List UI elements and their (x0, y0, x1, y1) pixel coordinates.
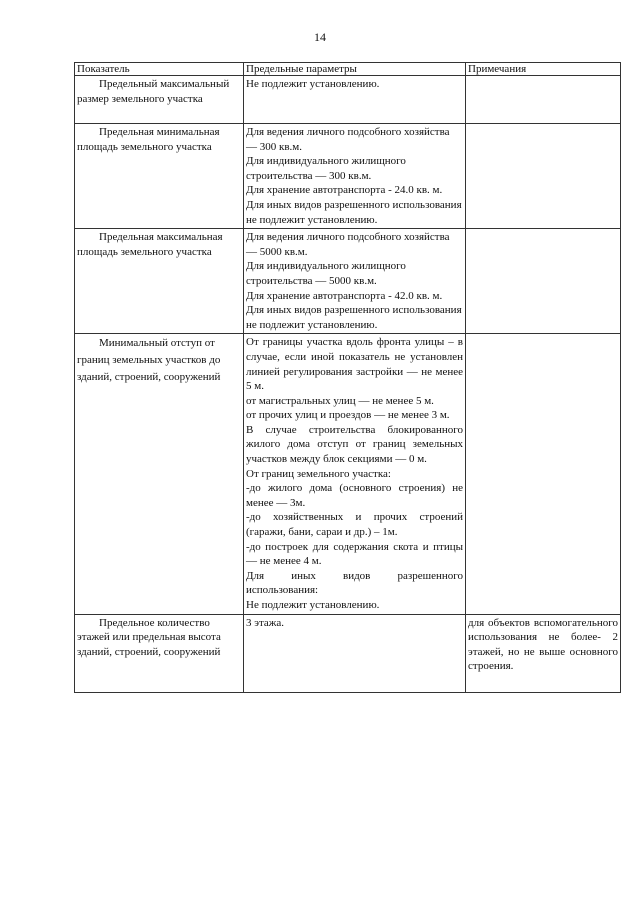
indicator-cell: Предельное количество этажей или предельная высота зданий, строений, сооружений (75, 614, 244, 692)
notes-cell: для объектов вспомогательного использования не более- 2 этажей, но не выше основного строения. (466, 614, 621, 692)
param-line: Для ведения личного подсобного хозяйства — 300 кв.м. (246, 126, 450, 153)
param-line: Для ведения личного подсобного хозяйства — 5000 кв.м. (246, 231, 450, 258)
param-line: от прочих улиц и проездов — не менее 3 м. (246, 409, 450, 422)
param-line: Для индивидуального жилищного строительства — 5000 кв.м. (246, 260, 406, 287)
notes-cell (466, 76, 621, 124)
param-line: Для хранение автотранспорта - 24.0 кв. м. (246, 184, 443, 197)
params-cell (244, 334, 466, 614)
param-line: От границ земельного участка: (246, 467, 391, 480)
param-line: Для иных видов разрешенного использования не подлежит установлению. (246, 304, 462, 331)
indicator-cell: Минимальный отступ от границ земельных участков до зданий, строений, сооружений (75, 334, 244, 614)
param-line: В случае строительства блокированного жилого дома отступ от границ земельных участков между блок секциями — 0 м. (246, 423, 463, 466)
notes-cell (466, 334, 621, 614)
table-row (75, 614, 621, 692)
param-line: 3 этажа. (246, 616, 285, 629)
table-header-row (75, 63, 621, 76)
header-parameters: Предельные параметры (244, 63, 466, 76)
param-line: От границы участка вдоль фронта улицы – в случае, если иной показатель не установлен линией регулирования застройки — не менее 5 м. (246, 336, 463, 393)
param-line: -до построек для содержания скота и птицы — не менее 4 м. (246, 540, 463, 568)
param-line: Не подлежит установлению. (246, 78, 380, 90)
params-cell (244, 76, 466, 124)
header-indicator: Показатель (75, 63, 244, 76)
header-notes: Примечания (466, 63, 621, 76)
parameters-table (74, 62, 621, 693)
param-line: -до хозяйственных и прочих строений (гаражи, бани, сараи и др.) – 1м. (246, 511, 463, 539)
param-line: -до жилого дома (основного строения) не менее — 3м. (246, 482, 463, 509)
param-line: Для хранение автотранспорта - 42.0 кв. м. (246, 289, 443, 302)
param-line: Для иных видов разрешенного использования не подлежит установлению. (246, 198, 462, 226)
table-row (75, 124, 621, 229)
param-line: Для иных видов разрешенного использования: (246, 569, 463, 597)
table-row (75, 229, 621, 334)
param-line: Не подлежит установлению. (246, 599, 380, 611)
param-line: от магистральных улиц — не менее 5 м. (246, 394, 434, 407)
params-cell (244, 229, 466, 334)
page-number: 14 (314, 30, 326, 44)
params-cell (244, 614, 466, 692)
indicator-cell: Предельная минимальная площадь земельного участка (75, 124, 244, 229)
param-line: Для индивидуального жилищного строительства — 300 кв.м. (246, 155, 406, 182)
notes-cell (466, 229, 621, 334)
table-row (75, 334, 621, 614)
table-row (75, 76, 621, 124)
notes-cell (466, 124, 621, 229)
indicator-cell: Предельный максимальный размер земельного участка (75, 76, 244, 124)
params-cell (244, 124, 466, 229)
indicator-cell: Предельная максимальная площадь земельного участка (75, 229, 244, 334)
